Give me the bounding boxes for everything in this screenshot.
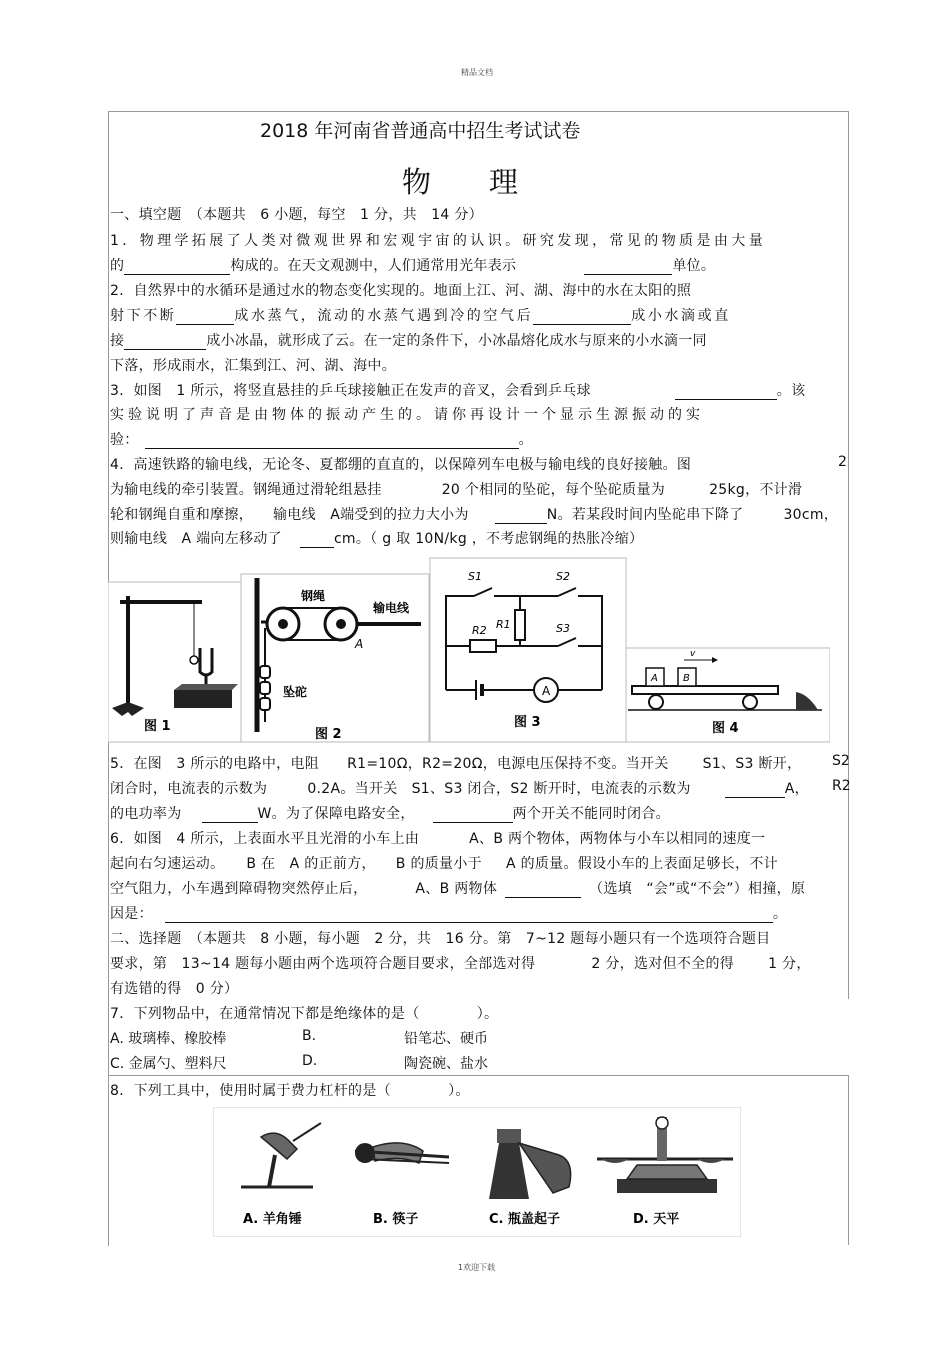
option-a-label: A. 羊角锤	[243, 1212, 302, 1227]
q6-text: （选填 “会”或“不会”）相撞，原	[589, 881, 806, 897]
figure-3-label: 图 3	[514, 715, 541, 730]
q5-text: S1、S3 闭合，	[411, 781, 511, 797]
q2-text: 成小水滴或直	[631, 308, 731, 324]
q1-line1	[110, 230, 766, 250]
page-footer: 1欢迎下载	[458, 1263, 496, 1272]
q2-line4: 下落，形成雨水，汇集到江、河、湖、海中。	[110, 358, 396, 374]
q4-line3	[110, 504, 838, 524]
q7-stem: 7．下列物品中，在通常情况下都是绝缘体的是（ ）。	[110, 1006, 499, 1022]
section1-heading: 一、填空题 （本题共 6 小题，每空 1 分，共 14 分）	[110, 207, 483, 223]
label-s1: S1	[468, 570, 482, 583]
q7-option-a[interactable]: A. 玻璃棒、橡胶棒	[110, 1031, 227, 1047]
q5-text-s2: S2	[832, 753, 850, 769]
figure-3	[430, 558, 626, 742]
q6-text: B 在 A 的正前方，	[246, 856, 376, 872]
q5-text: S1、S3 断开，	[702, 756, 802, 772]
label-weights: 坠砣	[283, 685, 308, 699]
q6-line2	[110, 853, 778, 873]
q5-text: R1=10Ω，R2=20Ω，电源电压保持不变。当开关	[347, 756, 669, 772]
q3-text: 。	[518, 432, 533, 448]
q6-blank-2[interactable]	[165, 908, 773, 923]
label-r1: R1	[496, 618, 511, 631]
q3-blank-1[interactable]	[675, 385, 777, 400]
label-steel-rope: 钢绳	[301, 589, 326, 603]
q5-text: 5．在图 3 所示的电路中，电阻	[110, 756, 320, 772]
q8-options-image	[213, 1107, 741, 1237]
q4-text: 30cm，	[783, 507, 839, 523]
q2-text: 成水蒸气，流动的水蒸气遇到冷的空气后	[234, 308, 534, 324]
section2-line1: 二、选择题 （本题共 8 小题，每小题 2 分，共 16 分。第 7~12 题每小题只有一个选项符合题目	[110, 931, 771, 947]
label-end-a: A	[355, 637, 364, 651]
q5-text: 0.2A。当开关	[307, 781, 398, 797]
q6-text: 6．如图 4 所示，上表面水平且光滑的小车上由	[110, 831, 420, 847]
figure-1	[108, 582, 241, 742]
page-frame-right	[848, 111, 849, 999]
q6-line1	[110, 828, 765, 848]
q2-text: 成小冰晶，就形成了云。在一定的条件下，小冰晶熔化成水与原来的小水滴一同	[206, 333, 707, 349]
q2-line2	[110, 305, 731, 325]
q6-text: A、B 两物体	[415, 881, 498, 897]
q3-text: 3．如图 1 所示，将竖直悬挂的乒乓球接触正在发声的音叉，会看到乒乓球	[110, 383, 591, 399]
q5-blank-1[interactable]	[725, 783, 785, 798]
q2-blank-1[interactable]	[176, 310, 234, 325]
option-b-label: B. 筷子	[373, 1212, 419, 1227]
q4-text: 4．高速铁路的输电线，无论冬、夏都绷的直直的，以保障列车电极与输电线的良好接触。图	[110, 457, 692, 473]
q4-text: cm。（ g 取 10N/kg ，不考虑钢绳的热胀冷缩）	[333, 531, 644, 547]
q3-blank-2[interactable]	[145, 434, 519, 449]
section2-text: 要求，第 13~14 题每小题由两个选项符合题目要求，全部选对得	[110, 956, 536, 972]
section2-line2	[110, 953, 811, 973]
q5-line3	[110, 803, 670, 823]
q6-text: 起向右匀速运动。	[110, 856, 225, 872]
option-c-label: C. 瓶盖起子	[489, 1212, 561, 1227]
section2-line3: 有选错的得 0 分）	[110, 981, 239, 997]
q6-text: A 的质量。假设小车的上表面足够长，不计	[505, 856, 778, 872]
q6-text: A、B 两个物体，两物体与小车以相同的速度一	[469, 831, 766, 847]
label-r2: R2	[472, 624, 487, 637]
label-block-a: A	[651, 673, 658, 684]
label-s2: S2	[556, 570, 570, 583]
q6-text: 因是：	[110, 906, 153, 922]
q3-text: 验：	[110, 432, 139, 448]
q2-blank-3[interactable]	[124, 335, 206, 350]
label-block-b: B	[683, 673, 690, 684]
figure-2	[241, 574, 429, 742]
label-s3: S3	[556, 622, 570, 635]
q4-line2	[110, 479, 802, 499]
q5-line1	[110, 753, 801, 773]
ammeter-label: A	[542, 684, 551, 698]
q3-text: 。该	[776, 383, 806, 399]
page-frame-top	[108, 111, 848, 112]
q3-line1	[110, 380, 805, 400]
subject-title: 物 理	[402, 165, 519, 199]
q1-blank-1[interactable]	[124, 260, 230, 275]
q6-text: B 的质量小于	[395, 856, 482, 872]
q4-text: 输电线 A端受到的拉力大小为	[273, 507, 469, 523]
q5-text-r2: R2	[832, 778, 851, 794]
q4-blank-2[interactable]	[300, 533, 334, 548]
q4-text: 25kg，不计滑	[709, 482, 803, 498]
q5-text: S2 断开时，电流表的示数为	[510, 781, 691, 797]
q5-text: W。为了保障电路安全，	[257, 806, 415, 822]
q2-text: 射下不断	[110, 308, 177, 324]
q1-text: 的	[110, 258, 125, 274]
figure-4-label: 图 4	[712, 721, 739, 736]
figure-1-label: 图 1	[144, 719, 171, 734]
q4-text-figref: 2	[838, 454, 847, 470]
q1-text: 1．物理学拓展了人类对微观世界和宏观宇宙的认识。研究发现，常见的物质是由大量	[110, 233, 767, 249]
q3-line2: 实验说明了声音是由物体的振动产生的。请你再设计一个显示生源振动的实	[110, 407, 704, 423]
label-power-line: 输电线	[373, 601, 410, 615]
q8-stem: 8．下列工具中，使用时属于费力杠杆的是（ ）。	[110, 1083, 470, 1099]
q1-text: 单位。	[672, 258, 716, 274]
q8-frame-top	[108, 1075, 848, 1076]
exam-title: 2018 年河南省普通高中招生考试试卷	[260, 120, 581, 142]
q5-line2	[110, 778, 809, 798]
q4-line1	[110, 454, 691, 474]
q7-option-d-letter[interactable]: D.	[302, 1053, 318, 1069]
q1-line2	[110, 255, 715, 275]
q1-text: 构成的。在天文观测中，人们通常用光年表示	[230, 258, 517, 274]
q5-blank-2[interactable]	[202, 808, 258, 823]
q6-text: 。	[772, 906, 788, 922]
q4-text: N。若某段时间内坠砣串下降了	[546, 507, 744, 523]
q4-text: 则输电线 A 端向左移动了	[110, 531, 282, 547]
q5-blank-3[interactable]	[433, 808, 513, 823]
q5-text: A，	[784, 781, 809, 797]
q4-blank-1[interactable]	[495, 509, 547, 524]
q5-text: 闭合时，电流表的示数为	[110, 781, 268, 797]
option-d-label: D. 天平	[633, 1212, 680, 1227]
figures-row	[108, 556, 830, 744]
q4-text: 20 个相同的坠砣，每个坠砣质量为	[441, 482, 666, 498]
q2-line1: 2．自然界中的水循环是通过水的物态变化实现的。地面上江、河、湖、海中的水在太阳的照	[110, 283, 692, 299]
q7-option-b-text: 铅笔芯、硬币	[404, 1031, 488, 1047]
q7-option-d-text: 陶瓷碗、盐水	[404, 1056, 488, 1072]
figure-2-label: 图 2	[315, 727, 342, 742]
q7-option-c[interactable]: C. 金属勺、塑料尺	[110, 1056, 227, 1072]
q7-option-b-letter[interactable]: B.	[302, 1028, 317, 1044]
q6-text: 空气阻力，小车遇到障碍物突然停止后，	[110, 881, 368, 897]
q4-line4	[110, 528, 643, 548]
q1-blank-2[interactable]	[584, 260, 672, 275]
q6-line4	[110, 903, 787, 923]
q4-text: 轮和钢绳自重和摩擦，	[110, 507, 253, 523]
label-velocity: v	[690, 649, 696, 659]
q2-line3	[110, 330, 707, 350]
figure-4	[626, 648, 830, 742]
section2-text: 1 分，	[768, 956, 811, 972]
q2-blank-2[interactable]	[533, 310, 631, 325]
page-frame-right-lower	[848, 1075, 849, 1245]
q2-text: 接	[110, 333, 125, 349]
section2-text: 2 分，选对但不全的得	[591, 956, 735, 972]
q6-blank-1[interactable]	[505, 883, 581, 898]
q5-text: 两个开关不能同时闭合。	[512, 806, 670, 822]
q4-text: 为输电线的牵引装置。钢绳通过滑轮组悬挂	[110, 482, 382, 498]
q3-line3	[110, 429, 533, 449]
q5-text: 的电功率为	[110, 806, 182, 822]
page-header: 精品文档	[461, 68, 493, 77]
q6-line3	[110, 878, 805, 898]
